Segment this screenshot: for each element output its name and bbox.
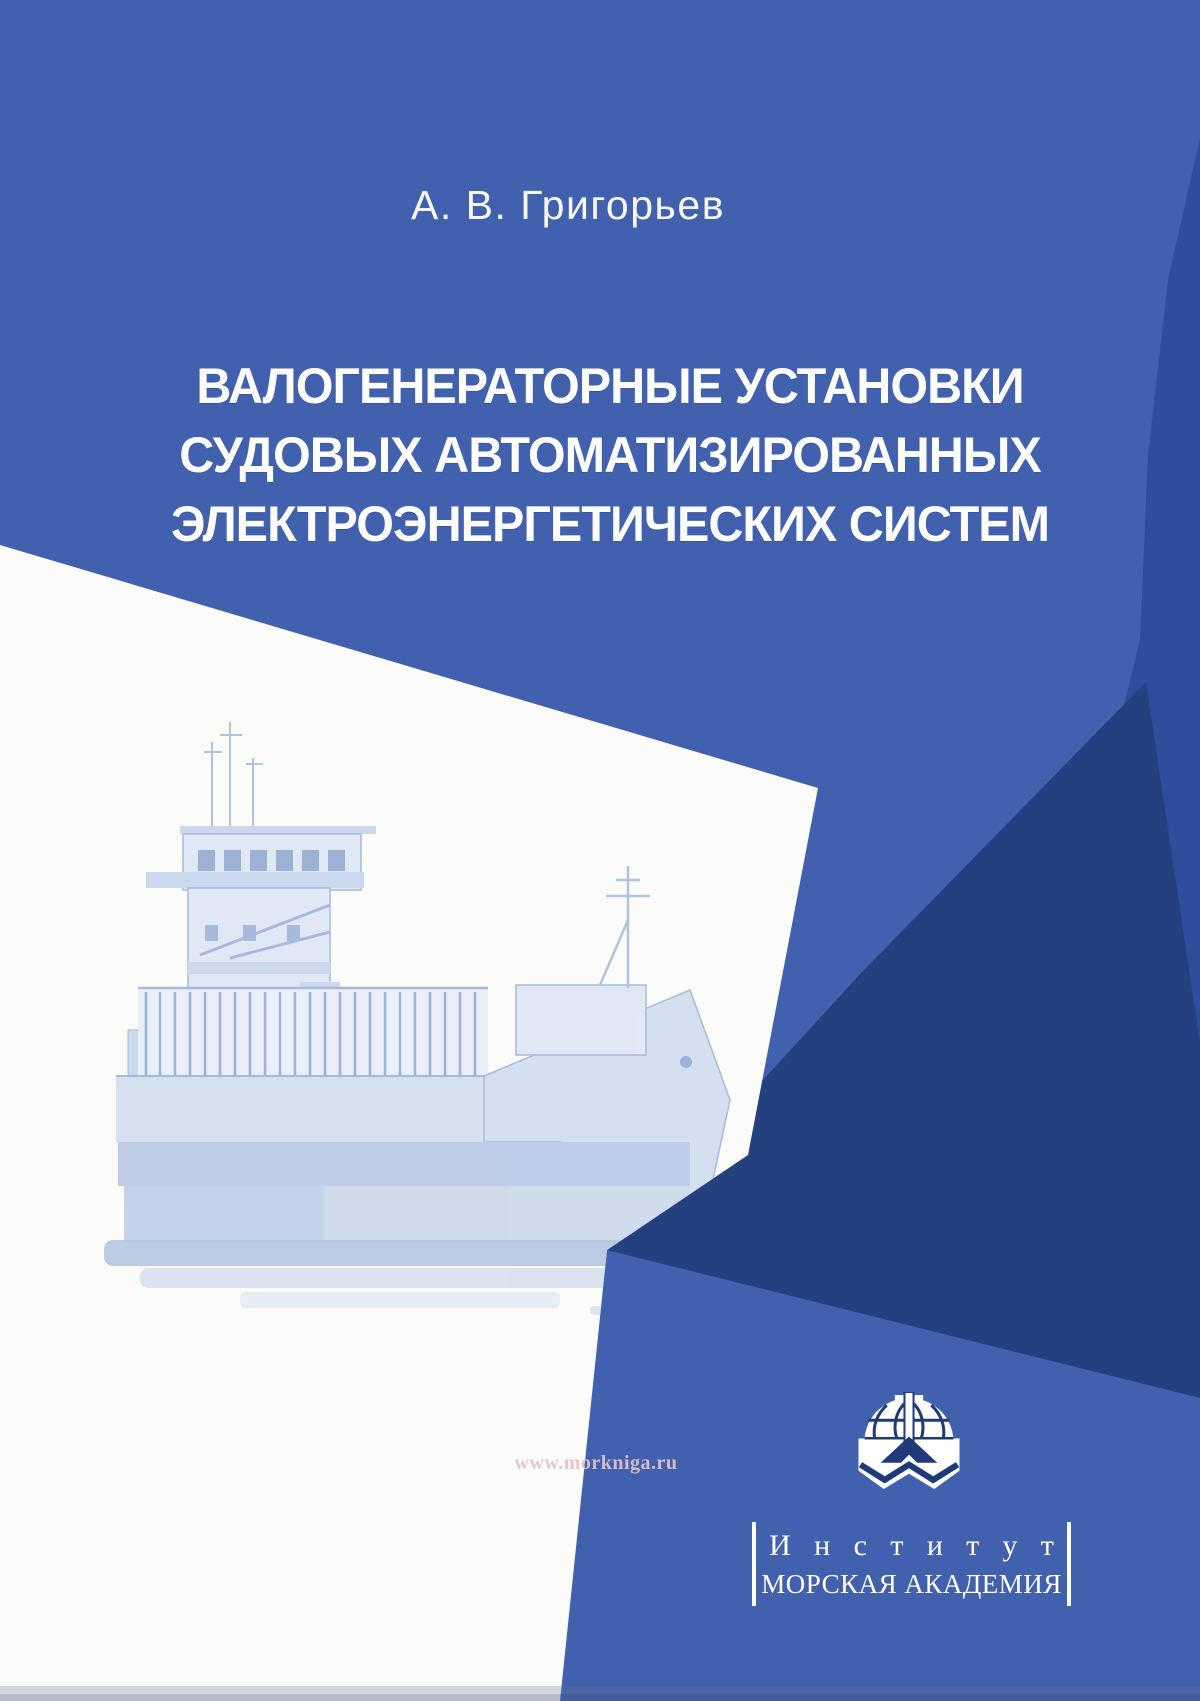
- bottom-scan-edge: [0, 1686, 1200, 1694]
- title-line: ЭЛЕКТРОЭНЕРГЕТИЧЕСКИХ СИСТЕМ: [170, 496, 1050, 552]
- publisher-name-block: [752, 1522, 1078, 1606]
- publisher-name-academy: МОРСКАЯ АКАДЕМИЯ: [761, 1568, 1062, 1599]
- book-title: [171, 352, 1049, 559]
- author-name: А. В. Григорьев: [411, 182, 725, 228]
- watermark: www.morkniga.ru: [514, 1452, 678, 1474]
- globe-anchor-logo-icon: [855, 1392, 963, 1493]
- bottom-scan-edge-line: [0, 1694, 1200, 1701]
- title-line: ВАЛОГЕНЕРАТОРНЫЕ УСТАНОВКИ: [196, 358, 1024, 414]
- publisher-name-institute: Институт: [769, 1528, 1078, 1562]
- title-line: СУДОВЫХ АВТОМАТИЗИРОВАННЫХ: [179, 427, 1041, 483]
